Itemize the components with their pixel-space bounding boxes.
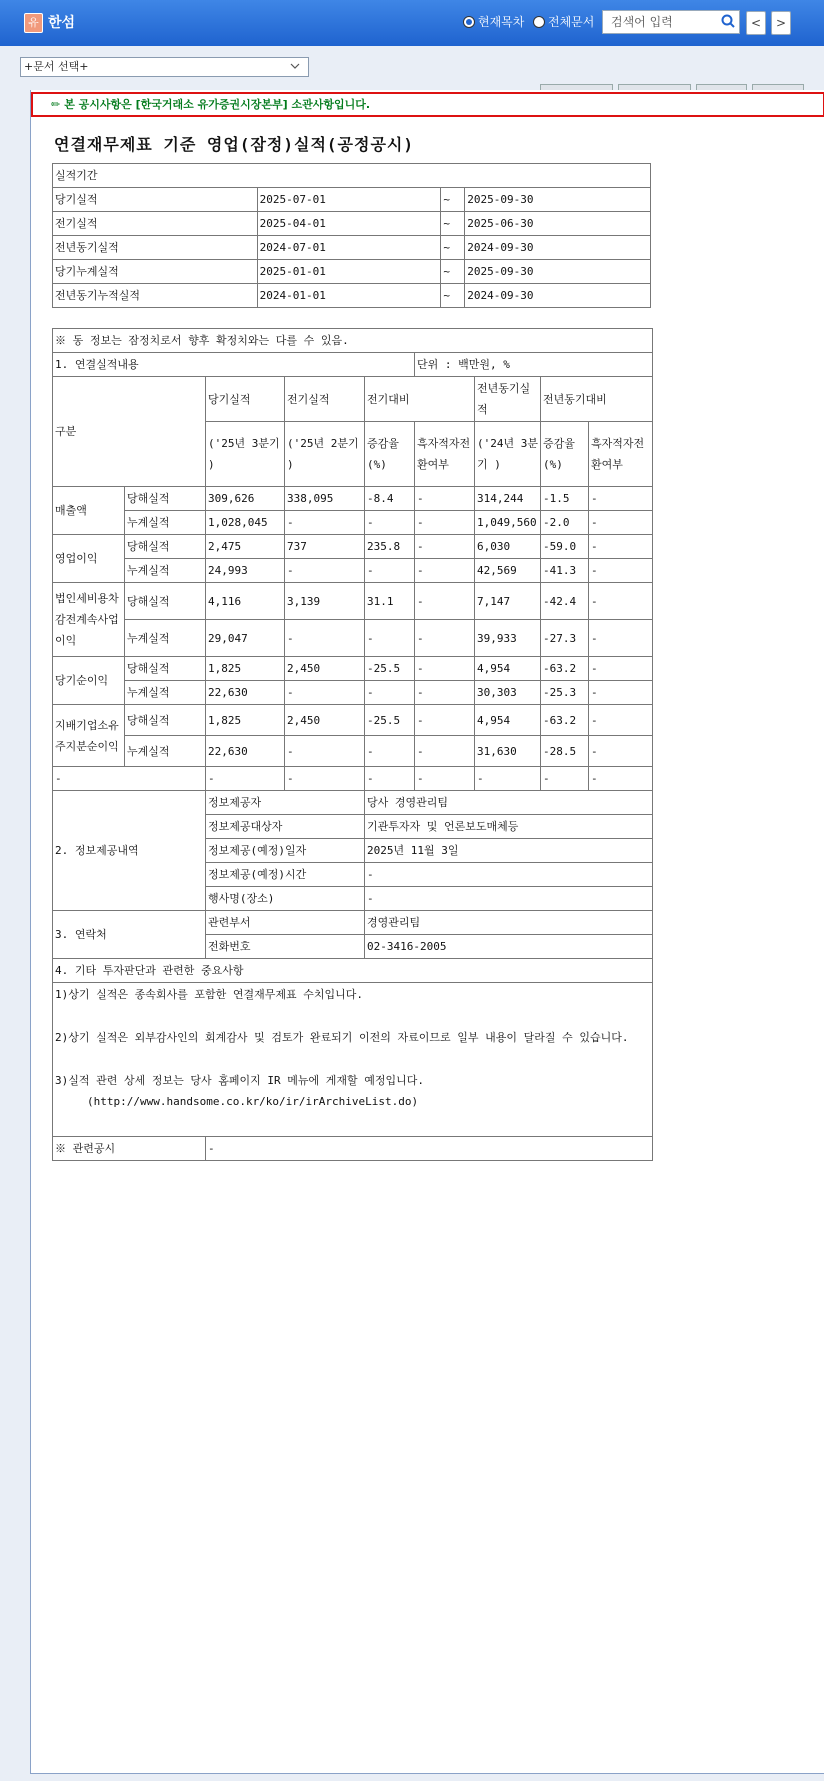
cell-previous: - xyxy=(285,681,365,705)
section-3-title: 3. 연락처 xyxy=(53,911,206,959)
cell-rate2: -25.3 xyxy=(541,681,589,705)
table-row xyxy=(53,284,651,308)
cell-rate2: -2.0 xyxy=(541,511,589,535)
top-bar xyxy=(0,0,824,46)
cell-previous: - xyxy=(285,620,365,657)
cell-rate: - xyxy=(365,559,415,583)
period-sep: ~ xyxy=(441,236,465,260)
cell-turn: - xyxy=(415,736,475,767)
cell-current: 22,630 xyxy=(206,736,285,767)
header-vs-prev-year: 전년동기대비 xyxy=(541,377,653,422)
cell-turn2: - xyxy=(589,657,653,681)
cell-rate2: -28.5 xyxy=(541,736,589,767)
row-type: 누계실적 xyxy=(125,620,206,657)
header-turn2: 흑자적자전환여부 xyxy=(589,422,653,487)
cell-turn: - xyxy=(415,705,475,736)
cell-current: 309,626 xyxy=(206,487,285,511)
table-row xyxy=(53,511,653,535)
cell-previous: - xyxy=(285,559,365,583)
period-label: 당기누계실적 xyxy=(53,260,258,284)
contact-key: 전화번호 xyxy=(206,935,365,959)
info-value: - xyxy=(365,863,653,887)
info-key: 행사명(장소) xyxy=(206,887,365,911)
cell-turn: - xyxy=(415,681,475,705)
header-current: 당기실적 xyxy=(206,377,285,422)
cell-turn2: - xyxy=(589,705,653,736)
jurisdiction-notice xyxy=(31,92,824,117)
cell-turn: - xyxy=(415,487,475,511)
period-label: 전기실적 xyxy=(53,212,258,236)
cell-rate: -8.4 xyxy=(365,487,415,511)
period-label: 전년동기누적실적 xyxy=(53,284,258,308)
info-value: 당사 경영관리팀 xyxy=(365,791,653,815)
cell-rate: - xyxy=(365,511,415,535)
note-2: 2)상기 실적은 외부감사인의 회계감사 및 검토가 완료되기 이전의 자료이므로 일부 내용이 달라질 수 있습니다. xyxy=(55,1031,629,1044)
cell-rate2: -42.4 xyxy=(541,583,589,620)
cell-turn2: - xyxy=(589,535,653,559)
period-from: 2025-07-01 xyxy=(257,188,441,212)
table-row xyxy=(53,736,653,767)
dash-cell: - xyxy=(53,767,206,791)
table-row xyxy=(53,791,653,815)
header-prev-year: 전년동기실적 xyxy=(475,377,541,422)
header-rate: 증감율(%) xyxy=(365,422,415,487)
document-frame xyxy=(30,90,824,1774)
info-value: 2025년 11월 3일 xyxy=(365,839,653,863)
table-row xyxy=(53,559,653,583)
page-title: 연결재무제표 기준 영업(잠정)실적(공정공시) xyxy=(54,135,415,154)
cell-rate: 235.8 xyxy=(365,535,415,559)
chevron-down-icon xyxy=(290,61,300,71)
dash-cell: - xyxy=(285,767,365,791)
table-row xyxy=(53,681,653,705)
cell-rate2: -41.3 xyxy=(541,559,589,583)
cell-turn2: - xyxy=(589,583,653,620)
table-row xyxy=(53,583,653,620)
cell-rate: -25.5 xyxy=(365,705,415,736)
cell-turn: - xyxy=(415,559,475,583)
contact-value: 경영관리팀 xyxy=(365,911,653,935)
cell-prev-year: 30,303 xyxy=(475,681,541,705)
table-row xyxy=(53,236,651,260)
info-key: 정보제공대상자 xyxy=(206,815,365,839)
period-sep: ~ xyxy=(441,260,465,284)
cell-turn: - xyxy=(415,620,475,657)
header-vs-prev: 전기대비 xyxy=(365,377,475,422)
row-type: 당해실적 xyxy=(125,705,206,736)
info-value: - xyxy=(365,887,653,911)
pencil-icon: ✏ xyxy=(51,98,61,111)
info-key: 정보제공(예정)시간 xyxy=(206,863,365,887)
document-select-value: +문서 선택+ xyxy=(24,60,89,73)
results-table xyxy=(52,328,653,1161)
period-label: 전년동기실적 xyxy=(53,236,258,260)
cell-previous: 3,139 xyxy=(285,583,365,620)
section-2-title: 2. 정보제공내역 xyxy=(53,791,206,911)
item-name: 당기순이익 xyxy=(53,657,125,705)
cell-previous: 2,450 xyxy=(285,705,365,736)
cell-current: 4,116 xyxy=(206,583,285,620)
cell-prev-year: 6,030 xyxy=(475,535,541,559)
cell-prev-year: 4,954 xyxy=(475,705,541,736)
note-1: 1)상기 실적은 종속회사를 포함한 연결재무제표 수치입니다. xyxy=(55,988,364,1001)
cell-previous: - xyxy=(285,736,365,767)
cell-rate2: -27.3 xyxy=(541,620,589,657)
cell-turn2: - xyxy=(589,511,653,535)
cell-current: 29,047 xyxy=(206,620,285,657)
cell-turn: - xyxy=(415,511,475,535)
dash-cell: - xyxy=(415,767,475,791)
table-row xyxy=(53,620,653,657)
document-select[interactable] xyxy=(20,57,309,77)
row-type: 당해실적 xyxy=(125,487,206,511)
header-previous-sub: ('25년 2분기 ) xyxy=(285,422,365,487)
cell-rate: -25.5 xyxy=(365,657,415,681)
cell-turn2: - xyxy=(589,559,653,583)
notice-text: 본 공시사항은 [한국거래소 유가증권시장본부] 소관사항입니다. xyxy=(64,98,371,111)
table-row xyxy=(53,260,651,284)
period-table xyxy=(52,163,651,308)
cell-rate2: -59.0 xyxy=(541,535,589,559)
row-type: 당해실적 xyxy=(125,535,206,559)
header-rate2: 증감율(%) xyxy=(541,422,589,487)
disclaimer: ※ 동 정보는 잠정치로서 향후 확정치와는 다를 수 있음. xyxy=(53,329,653,353)
cell-rate2: -63.2 xyxy=(541,705,589,736)
row-type: 누계실적 xyxy=(125,681,206,705)
radio-all-label: 전체문서 xyxy=(548,15,595,29)
note-url: (http://www.handsome.co.kr/ko/ir/irArchiveList.do) xyxy=(87,1095,419,1108)
related-label: ※ 관련공시 xyxy=(53,1137,206,1161)
cell-prev-year: 39,933 xyxy=(475,620,541,657)
item-name: 지배기업소유주지분순이익 xyxy=(53,705,125,767)
period-from: 2024-07-01 xyxy=(257,236,441,260)
item-name: 매출액 xyxy=(53,487,125,535)
cell-turn2: - xyxy=(589,681,653,705)
table-row xyxy=(53,212,651,236)
table-row xyxy=(53,911,653,935)
cell-turn: - xyxy=(415,583,475,620)
table-row xyxy=(53,188,651,212)
period-label: 당기실적 xyxy=(53,188,258,212)
search-input[interactable] xyxy=(602,10,740,34)
table-row xyxy=(53,657,653,681)
cell-prev-year: 42,569 xyxy=(475,559,541,583)
cell-current: 1,028,045 xyxy=(206,511,285,535)
dash-cell: - xyxy=(589,767,653,791)
next-result-button[interactable]: > xyxy=(771,11,791,35)
cell-turn: - xyxy=(415,657,475,681)
cell-turn2: - xyxy=(589,620,653,657)
cell-rate: - xyxy=(365,736,415,767)
info-key: 정보제공자 xyxy=(206,791,365,815)
section-1-title: 1. 연결실적내용 xyxy=(53,353,415,377)
cell-current: 2,475 xyxy=(206,535,285,559)
period-to: 2025-06-30 xyxy=(465,212,651,236)
dash-cell: - xyxy=(475,767,541,791)
cell-rate2: -63.2 xyxy=(541,657,589,681)
cell-previous: - xyxy=(285,511,365,535)
table-row xyxy=(53,705,653,736)
cell-turn: - xyxy=(415,535,475,559)
table-row xyxy=(53,487,653,511)
info-value: 기관투자자 및 언론보도매체등 xyxy=(365,815,653,839)
note-3: 3)실적 관련 상세 정보는 당사 홈페이지 IR 메뉴에 게재할 예정입니다. xyxy=(55,1074,424,1087)
company-logo-icon: 유 xyxy=(24,13,43,33)
cell-previous: 338,095 xyxy=(285,487,365,511)
cell-rate: - xyxy=(365,620,415,657)
search-placeholder: 검색어 입력 xyxy=(611,15,673,29)
cell-current: 1,825 xyxy=(206,657,285,681)
cell-current: 24,993 xyxy=(206,559,285,583)
period-from: 2025-01-01 xyxy=(257,260,441,284)
cell-rate2: -1.5 xyxy=(541,487,589,511)
period-sep: ~ xyxy=(441,188,465,212)
notes-cell xyxy=(53,983,653,1137)
dash-cell: - xyxy=(206,767,285,791)
item-name: 영업이익 xyxy=(53,535,125,583)
radio-current-icon[interactable] xyxy=(463,16,475,28)
header-prev-year-sub: ('24년 3분기 ) xyxy=(475,422,541,487)
radio-current-toc[interactable] xyxy=(463,13,524,30)
period-header: 실적기간 xyxy=(53,164,651,188)
period-to: 2024-09-30 xyxy=(465,236,651,260)
dash-cell: - xyxy=(365,767,415,791)
period-to: 2025-09-30 xyxy=(465,188,651,212)
row-type: 누계실적 xyxy=(125,736,206,767)
table-row xyxy=(53,767,653,791)
period-sep: ~ xyxy=(441,284,465,308)
company-name: 한섬 xyxy=(48,15,76,31)
related-value: - xyxy=(206,1137,653,1161)
header-current-sub: ('25년 3분기 ) xyxy=(206,422,285,487)
prev-result-button[interactable]: < xyxy=(746,11,766,35)
table-row xyxy=(53,535,653,559)
row-type: 당해실적 xyxy=(125,657,206,681)
cell-previous: 737 xyxy=(285,535,365,559)
row-type: 당해실적 xyxy=(125,583,206,620)
period-to: 2025-09-30 xyxy=(465,260,651,284)
info-key: 정보제공(예정)일자 xyxy=(206,839,365,863)
cell-previous: 2,450 xyxy=(285,657,365,681)
cell-rate: 31.1 xyxy=(365,583,415,620)
cell-prev-year: 314,244 xyxy=(475,487,541,511)
cell-current: 1,825 xyxy=(206,705,285,736)
radio-all-docs[interactable] xyxy=(533,13,594,30)
header-turn: 흑자적자전환여부 xyxy=(415,422,475,487)
header-previous: 전기실적 xyxy=(285,377,365,422)
cell-current: 22,630 xyxy=(206,681,285,705)
section-4-title: 4. 기타 투자판단과 관련한 중요사항 xyxy=(53,959,653,983)
unit-label: 단위 : 백만원, % xyxy=(415,353,653,377)
period-to: 2024-09-30 xyxy=(465,284,651,308)
item-name: 법인세비용차감전계속사업이익 xyxy=(53,583,125,657)
header-category: 구분 xyxy=(53,377,206,487)
period-from: 2025-04-01 xyxy=(257,212,441,236)
contact-key: 관련부서 xyxy=(206,911,365,935)
radio-all-icon[interactable] xyxy=(533,16,545,28)
dash-cell: - xyxy=(541,767,589,791)
cell-turn2: - xyxy=(589,736,653,767)
cell-turn2: - xyxy=(589,487,653,511)
cell-rate: - xyxy=(365,681,415,705)
contact-value: 02-3416-2005 xyxy=(365,935,653,959)
row-type: 누계실적 xyxy=(125,511,206,535)
cell-prev-year: 7,147 xyxy=(475,583,541,620)
period-from: 2024-01-01 xyxy=(257,284,441,308)
cell-prev-year: 4,954 xyxy=(475,657,541,681)
cell-prev-year: 1,049,560 xyxy=(475,511,541,535)
cell-prev-year: 31,630 xyxy=(475,736,541,767)
radio-current-label: 현재목차 xyxy=(478,15,525,29)
row-type: 누계실적 xyxy=(125,559,206,583)
search-icon[interactable] xyxy=(721,14,735,28)
period-sep: ~ xyxy=(441,212,465,236)
